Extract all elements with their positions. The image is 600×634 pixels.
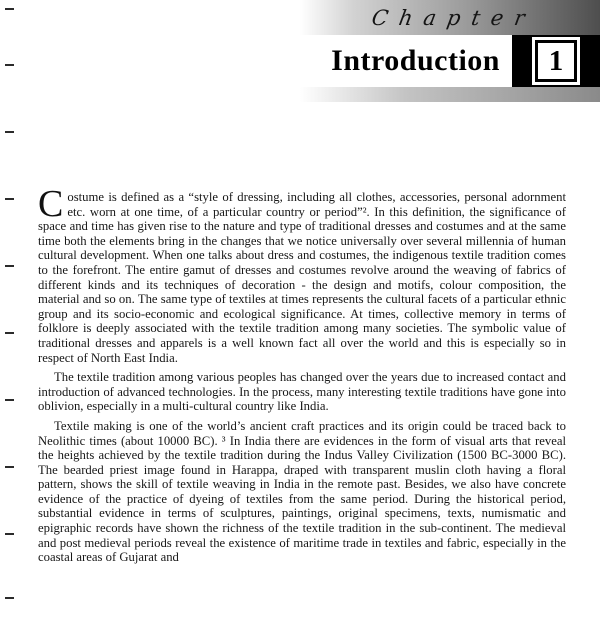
chapter-header [300,0,600,102]
page-body [38,183,566,570]
scan-mark [5,399,14,401]
chapter-number: 1 [535,40,577,82]
paragraph-1-text: ostume is defined as a “style of dressing, including all clothes, accessories, personal adornment etc. worn at one time, of a particular country or period”². In this definition, the significance of space and time has given rise to the nature and type of traditional dresses and costumes and at the same time both the elements bring in the changes that we notice universally over several millennia of human cultural development. When one talks about dress and costumes, the indigenous textile tradition comes to the forefront. The entire gamut of dresses and costumes revolve around the weaving of fabrics of different kinds and its techniques of decoration - the design and motifs, colour composition, the material and so on. The same type of textiles at times represents the cultural facets of a particular ethnic group and its socio-economic and ecological significance. At times, collective memory in terms of folklore is deeply associated with the textile tradition among many societies. The symbolic value of traditional dresses and apparels is a well known fact all over the world and this is especially so in respect of North East India. [38,190,566,365]
chapter-title-row [300,35,600,87]
scan-mark [5,597,14,599]
chapter-label: Chapter [370,5,538,30]
scan-mark [5,198,14,200]
scan-mark [5,131,14,133]
chapter-band [300,0,600,35]
chapter-title: Introduction [331,44,500,77]
scan-mark [5,64,14,66]
header-shadow-band [300,87,600,102]
scan-mark [5,8,14,10]
paragraph-1 [38,183,566,365]
scan-mark [5,332,14,334]
dropcap: C [38,183,64,225]
paragraph-2: The textile tradition among various peoples has changed over the years due to increased contact and introduction of advanced technologies. In the process, many interesting textile traditions have gone into oblivion, especially in a multi-cultural country like India. [38,370,566,414]
scan-mark [5,533,14,535]
chapter-number-panel [512,35,600,87]
paragraph-3: Textile making is one of the world’s ancient craft practices and its origin could be traced back to Neolithic times (about 10000 BC). ³ In India there are evidences in the form of visual arts that reveal the heights achieved by the textile tradition during the Indus Valley Civilization (1500 BC-3000 BC). The bearded priest image found in Harappa, draped with transparent muslin cloth having a floral pattern, shows the skill of textile weaving in India in the remote past. Besides, we also have concrete evidence of the practice of dyeing of textiles from the same period. During the historical period, substantial evidence in terms of sculptures, paintings, original specimens, texts, numismatic and epigraphic records have shown the richness of the textile tradition in the sub-continent. The medieval and post medieval periods reveal the existence of maritime trade in textiles and fabric, especially in the coastal areas of Gujarat and [38,418,566,565]
scan-mark [5,265,14,267]
scan-mark [5,466,14,468]
